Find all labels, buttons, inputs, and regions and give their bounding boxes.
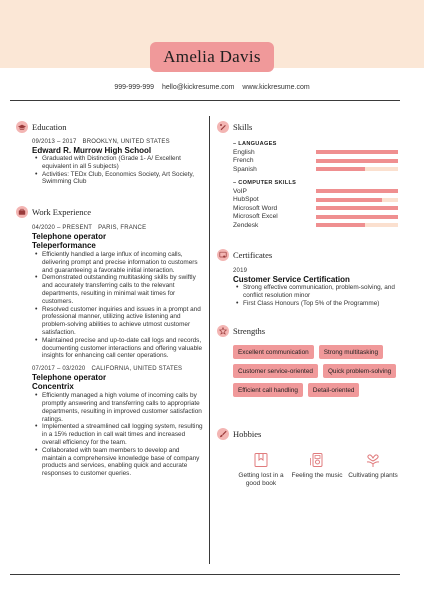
skill-row <box>233 213 403 222</box>
skill-row <box>233 221 403 230</box>
strengths-section <box>233 345 408 402</box>
hobby-item <box>233 452 289 487</box>
list-item: • Graduated with Distinction (Grade 1- A/ Excellent equivalent in all 5 subjects) <box>42 155 202 171</box>
certificate-bullets <box>233 284 405 307</box>
school-name: Edward R. Murrow High School <box>32 146 152 155</box>
skill-fill <box>316 167 365 171</box>
list-item: • Strong effective communication, problem-solving, and conflict resolution minor <box>243 284 405 300</box>
job-bullets <box>32 251 204 360</box>
list-item: • Efficiently handled a large influx of incoming calls, delivering prompt and precise information to customers and guaranteeing a favorable initial interaction. <box>42 251 204 274</box>
experience-heading <box>16 206 91 218</box>
skill-name: Microsoft Word <box>233 204 278 212</box>
education-meta <box>32 139 202 145</box>
list-item: • Efficiently managed a high volume of incoming calls by promptly answering and transferring calls to appropriate departments, resulting in improved customer satisfaction ratings. <box>42 392 204 423</box>
certificate-icon <box>217 249 229 261</box>
list-item: • First Class Honours (Top 5% of the Programme) <box>243 300 405 308</box>
bookmark-icon <box>253 452 269 468</box>
education-section <box>32 139 202 186</box>
skill-fill <box>316 198 382 202</box>
skill-name: Spanish <box>233 165 257 173</box>
list-item: • Collaborated with team members to develop and maintain a comprehensive knowledge base of company products and services, enabling quick and accurate responses to customer queries. <box>42 447 204 478</box>
strength-tag: Excellent communication <box>233 345 314 359</box>
list-item: • Resolved customer inquiries and issues in a prompt and professional manner, utilizing active listening and problem-solving abilities to achieve utmost customer satisfaction. <box>42 306 204 337</box>
skill-row <box>233 157 403 166</box>
job-dates: 04/2020 – PRESENT <box>32 225 93 231</box>
certificate-year: 2019 <box>233 268 248 274</box>
skill-bar <box>316 167 398 171</box>
skills-section <box>233 139 403 230</box>
skills-heading <box>217 121 252 133</box>
job-role: Telephone operator <box>32 232 107 241</box>
star-icon <box>217 325 229 337</box>
strength-tag: Detail-oriented <box>308 383 360 397</box>
hobbies-section <box>233 452 401 487</box>
skill-row <box>233 165 403 174</box>
certificates-section <box>233 268 405 307</box>
skill-name: English <box>233 148 255 156</box>
job-role: Telephone operator <box>32 373 107 383</box>
hobbies-heading <box>217 428 261 440</box>
skill-row <box>233 187 403 196</box>
hobbies-title: Hobbies <box>233 429 262 439</box>
education-heading <box>16 121 66 133</box>
skill-fill <box>316 215 398 219</box>
hobby-label: Cultivating plants <box>348 472 398 479</box>
job-company: Teleperformance <box>32 241 96 250</box>
skill-name: French <box>233 157 254 165</box>
experience-title: Work Experience <box>32 207 92 217</box>
strength-tag: Strong multitasking <box>319 345 383 359</box>
certificates-title: Certificates <box>233 250 273 260</box>
briefcase-icon <box>16 206 28 218</box>
education-bullets <box>32 155 202 186</box>
hobby-item <box>345 452 401 487</box>
contact-line <box>0 84 424 91</box>
skill-group-computer: – COMPUTER SKILLS <box>233 179 297 186</box>
skill-fill <box>316 150 398 154</box>
hobby-label: Feeling the music <box>291 472 343 479</box>
strength-tag: Quick problem-solving <box>323 364 396 378</box>
job-location: PARIS, FRANCE <box>98 225 147 231</box>
strength-tags <box>233 345 408 402</box>
education-dates: 09/2013 – 2017 <box>32 139 77 145</box>
skill-bar <box>316 215 398 219</box>
skill-row <box>233 148 403 157</box>
skill-fill <box>316 223 365 227</box>
job-company: Concentrix <box>32 382 74 392</box>
hobby-item <box>289 452 345 487</box>
skill-group-languages: – LANGUAGES <box>233 141 277 147</box>
list-item: • Implemented a streamlined call logging system, resulting in a 15% reduction in call wait times and increased overall efficiency for the team. <box>42 423 204 446</box>
job-location: CALIFORNIA, UNITED STATES <box>91 366 183 373</box>
website-link[interactable]: www.kickresume.com <box>242 84 310 91</box>
strengths-title: Strengths <box>233 326 266 336</box>
skill-name: VoIP <box>233 187 247 195</box>
skill-bar <box>316 189 398 193</box>
skill-name: HubSpot <box>233 196 259 204</box>
certificates-heading <box>217 249 272 261</box>
hobby-list <box>233 452 401 487</box>
skill-bar <box>316 206 398 210</box>
skill-bar <box>316 150 398 154</box>
top-divider <box>10 100 400 101</box>
education-location: BROOKLYN, UNITED STATES <box>82 139 170 145</box>
graduation-cap-icon <box>16 121 28 133</box>
candidate-name: Amelia Davis <box>163 47 261 66</box>
job-meta <box>32 225 204 231</box>
skill-fill <box>316 159 398 163</box>
skill-row <box>233 204 403 213</box>
email-address[interactable]: hello@kickresume.com <box>161 84 235 91</box>
name-banner <box>150 42 274 72</box>
experience-section <box>32 225 204 478</box>
skill-name: Zendesk <box>233 221 259 229</box>
skill-bar <box>316 223 398 227</box>
certificate-name: Customer Service Certification <box>233 275 350 284</box>
column-divider <box>209 116 210 564</box>
education-title: Education <box>32 122 67 132</box>
job-meta <box>32 366 204 372</box>
hobby-label: Getting lost in a good book <box>238 472 284 487</box>
job-bullets <box>32 392 204 478</box>
bottom-divider <box>10 574 400 575</box>
skills-title: Skills <box>233 122 253 132</box>
skill-fill <box>316 189 398 193</box>
list-item: • Maintained precise and up-to-date call logs and records, documenting customer interactions and offering valuable insights for enhancing call center operations. <box>42 337 204 360</box>
phone-number: 999-999-999 <box>114 84 155 91</box>
skill-row <box>233 195 403 204</box>
skill-name: Microsoft Excel <box>233 213 278 221</box>
skill-bar <box>316 159 398 163</box>
palette-icon <box>217 121 229 133</box>
music-player-icon <box>309 452 325 468</box>
strength-tag: Customer service-oriented <box>233 364 318 378</box>
strength-tag: Efficient call handling <box>233 383 303 397</box>
skill-fill <box>316 206 398 210</box>
list-item: • Demonstrated outstanding multitasking skills by swiftly and accurately transferring calls to the relevant departments, resulting in minimal wait times for customers. <box>42 274 204 305</box>
skill-bar <box>316 198 398 202</box>
paint-brush-icon <box>217 428 229 440</box>
list-item: • Activities: TEDx Club, Economics Society, Art Society, Swimming Club <box>42 171 202 187</box>
plant-heart-icon <box>365 452 381 468</box>
job-dates: 07/2017 – 03/2020 <box>32 366 86 373</box>
strengths-heading <box>217 325 265 337</box>
